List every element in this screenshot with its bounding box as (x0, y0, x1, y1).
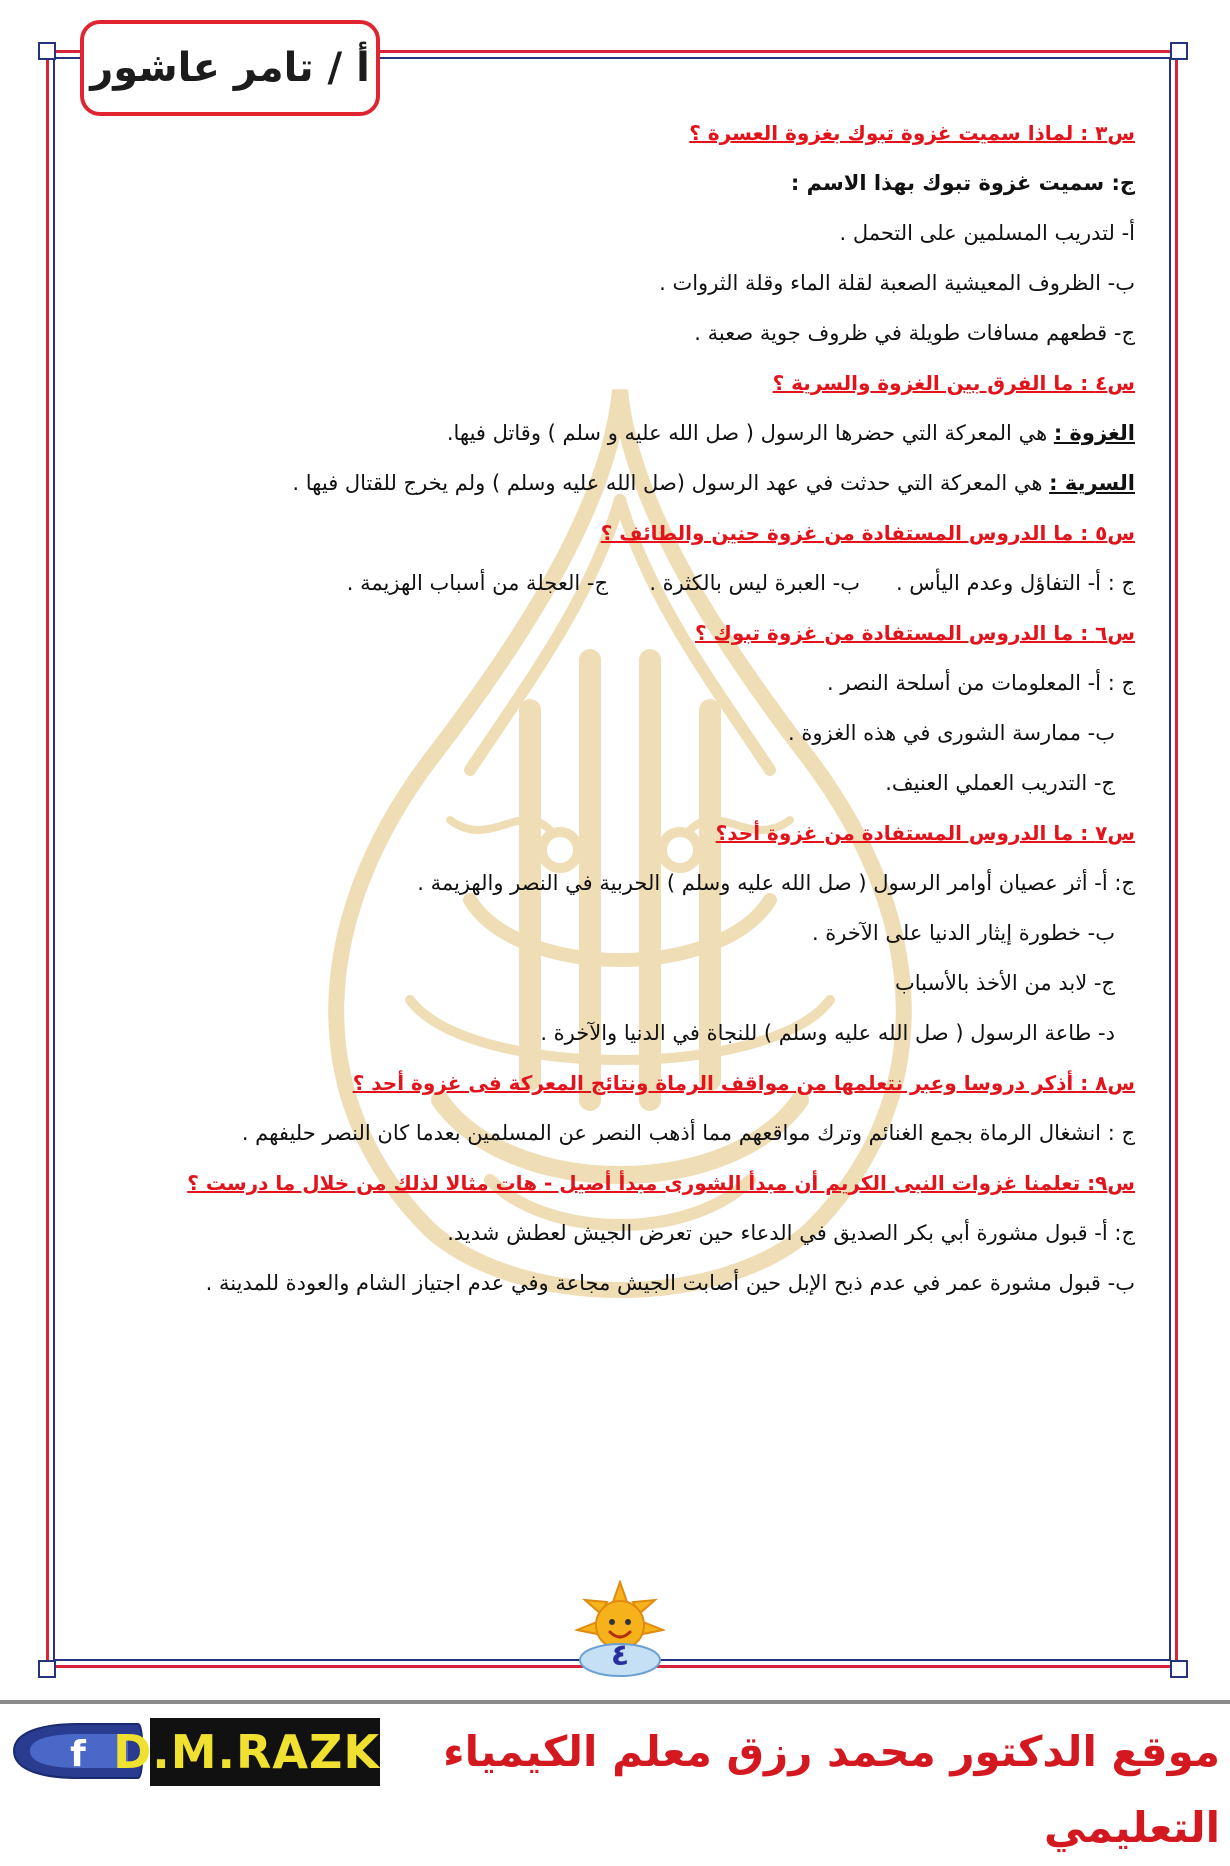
answer-line: ج: أ- قبول مشورة أبي بكر الصديق في الدعاء حين تعرض الجيش لعطش شديد. (447, 1221, 1135, 1245)
question-4: س٤ : ما الفرق بين الغزوة والسرية ؟ (772, 371, 1135, 395)
answer-line: ج : أ- المعلومات من أسلحة النصر . (827, 671, 1135, 695)
question-7: س٧ : ما الدروس المستفادة من غزوة أحد؟ (715, 821, 1135, 845)
answer-line: ج- قطعهم مسافات طويلة في ظروف جوية صعبة . (694, 321, 1135, 345)
brand-logo: D.M.RAZK (150, 1718, 380, 1786)
worksheet-content (85, 108, 1135, 1308)
definition-sariya (85, 458, 1135, 508)
answer-line: ج- لابد من الأخذ بالأسباب (894, 971, 1115, 995)
definition-text: هي المعركة التي حضرها الرسول ( صل الله عليه و سلم ) وقاتل فيها. (446, 421, 1054, 445)
answer-line: ب- قبول مشورة عمر في عدم ذبح الإبل حين أصابت الجيش مجاعة وفي عدم اجتياز الشام والعودة للمدينة . (205, 1271, 1135, 1295)
answer-line: أ- لتدريب المسلمين على التحمل . (839, 221, 1135, 245)
question-6: س٦ : ما الدروس المستفادة من غزوة تبوك ؟ (694, 621, 1135, 645)
answer-column: ب- العبرة ليس بالكثرة . (649, 571, 860, 595)
banner-title: موقع الدكتور محمد رزق معلم الكيمياء التعليمي (443, 1727, 1220, 1852)
definition-term: السرية : (1049, 471, 1135, 495)
facebook-letter: f (70, 1734, 86, 1775)
answer-column: ج : أ- التفاؤل وعدم اليأس . (895, 571, 1135, 595)
frame-corner-top-left (38, 42, 56, 60)
question-8: س٨ : أذكر دروسا وعبر نتعلمها من مواقف الرماة ونتائج المعركة فى غزوة أحد ؟ (352, 1071, 1135, 1095)
answer-column: ج- العجلة من أسباب الهزيمة . (346, 571, 608, 595)
definition-ghazwa (85, 408, 1135, 458)
answer-line: ج : انشغال الرماة بجمع الغنائم وترك مواقعهم مما أذهب النصر عن المسلمين بعدما كان النصر حليفهم . (241, 1121, 1135, 1145)
page-number-area (575, 1580, 665, 1680)
frame-corner-bottom-right (1170, 1660, 1188, 1678)
question-5: س٥ : ما الدروس المستفادة من غزوة حنين والطائف ؟ (600, 521, 1135, 545)
answer-line: ب- الظروف المعيشية الصعبة لقلة الماء وقلة الثروات . (659, 271, 1135, 295)
page-number: ٤ (610, 1638, 630, 1673)
question-9: س٩: تعلمنا غزوات النبى الكريم أن مبدأ الشورى مبدأ أصيل - هات مثالا لذلك من خلال ما درست ؟ (187, 1171, 1135, 1195)
answer-columns (85, 558, 1135, 608)
question-3: س٣ : لماذا سميت غزوة تبوك بغزوة العسرة ؟ (689, 121, 1135, 145)
frame-corner-top-right (1170, 42, 1188, 60)
definition-term: الغزوة : (1053, 421, 1135, 445)
author-name: أ / تامر عاشور (90, 45, 370, 91)
answer-line: ج: أ- أثر عصيان أوامر الرسول ( صل الله عليه وسلم ) الحربية في النصر والهزيمة . (417, 871, 1135, 895)
footer-banner (0, 1700, 1230, 1852)
definition-text: هي المعركة التي حدثت في عهد الرسول (صل الله عليه وسلم ) ولم يخرج للقتال فيها . (292, 471, 1050, 495)
answer-line: ب- ممارسة الشورى في هذه الغزوة . (788, 721, 1115, 745)
frame-corner-bottom-left (38, 1660, 56, 1678)
answer-line: ب- خطورة إيثار الدنيا على الآخرة . (811, 921, 1115, 945)
answer-line: ج: سميت غزوة تبوك بهذا الاسم : (790, 171, 1135, 195)
author-box (80, 20, 380, 116)
answer-line: د- طاعة الرسول ( صل الله عليه وسلم ) للنجاة في الدنيا والآخرة . (540, 1021, 1115, 1045)
answer-line: ج- التدريب العملي العنيف. (885, 771, 1115, 795)
